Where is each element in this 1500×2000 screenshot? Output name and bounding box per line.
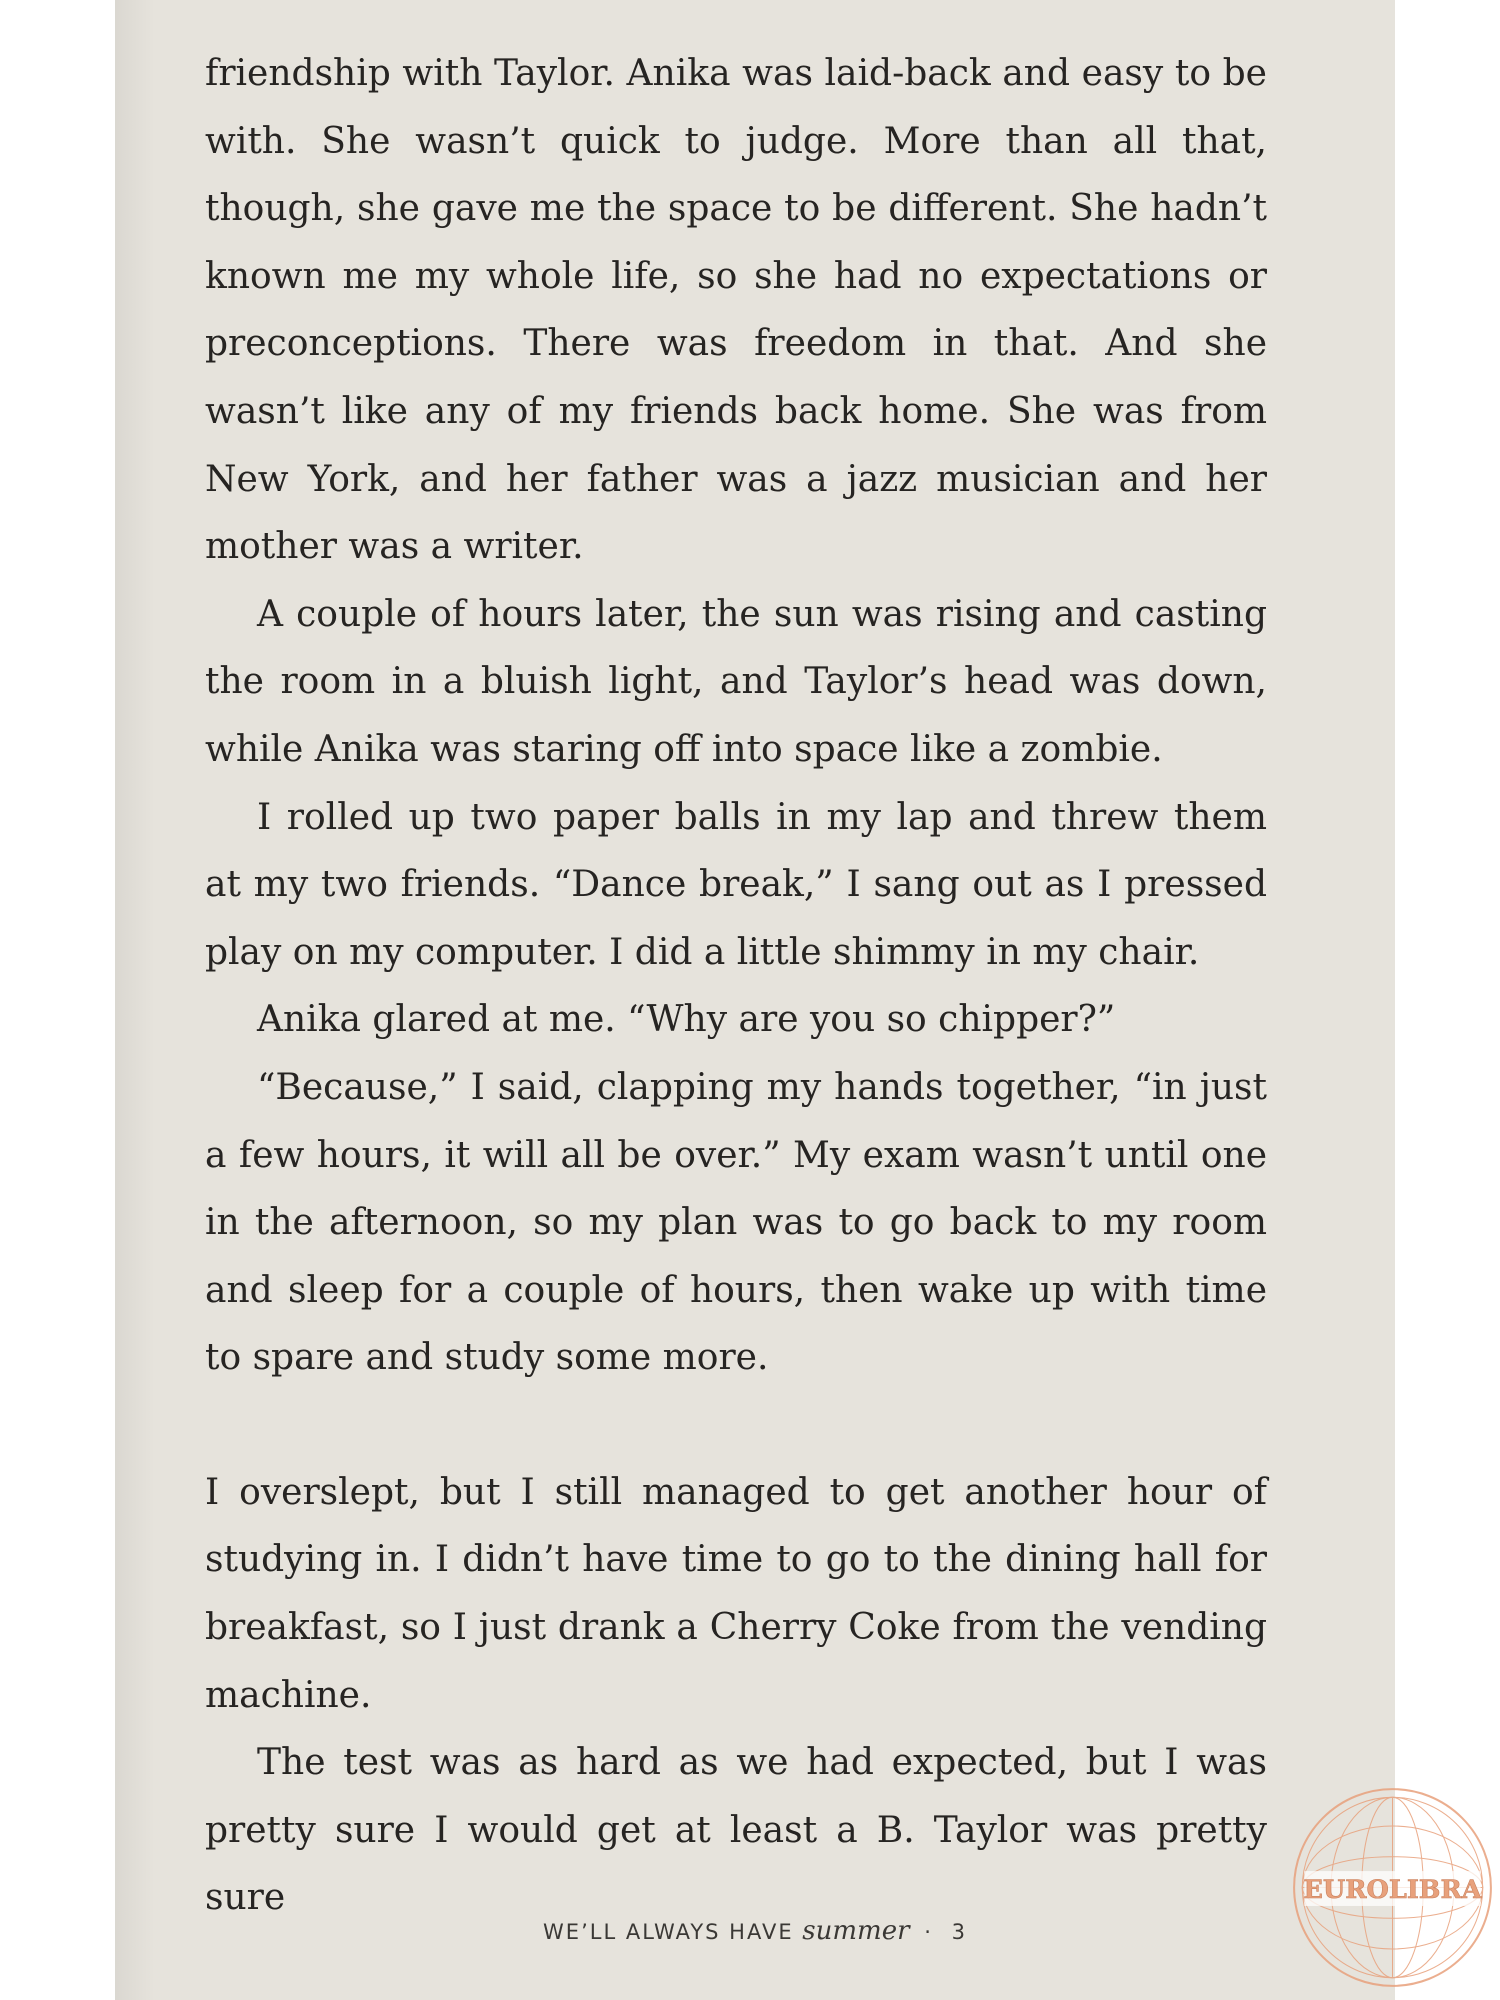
- paragraph-4: Anika glared at me. “Why are you so chipper?”: [257, 999, 1116, 1041]
- paragraph-6: I overslept, but I still managed to get another hour of studying in. I didn’t have time to go to the dining hall for breakfast, so I just drank a Cherry Coke from the vending machine.: [205, 1471, 1267, 1716]
- book-title: WE’LL ALWAYS HAVE: [543, 1920, 794, 1944]
- page-body: [205, 40, 1267, 1932]
- page-number: 3: [951, 1920, 967, 1944]
- book-page: [115, 0, 1395, 2000]
- footer-separator: ·: [924, 1920, 933, 1944]
- paragraph-1: friendship with Taylor. Anika was laid-back and easy to be with. She wasn’t quick to judge. More than all that, though, she gave me the space to be different. She hadn’t known me my whole life, so she had no expectations or preconceptions. There was freedom in that. And she wasn’t like any of my friends back home. She was from New York, and her father was a jazz musician and her mother was a writer.: [205, 53, 1267, 568]
- running-footer: [115, 1916, 1395, 1946]
- eurolibra-watermark-seal: [1290, 1785, 1495, 1990]
- book-title-script: summer: [802, 1916, 910, 1946]
- watermark-text: EUROLIBRA: [1303, 1874, 1482, 1905]
- paragraph-7: The test was as hard as we had expected, but I was pretty sure I would get at least a B. Taylor was pretty sure: [205, 1742, 1267, 1919]
- paragraph-2: A couple of hours later, the sun was rising and casting the room in a bluish light, and Taylor’s head was down, while Anika was staring off into space like a zombie.: [205, 593, 1267, 770]
- paragraph-3: I rolled up two paper balls in my lap and threw them at my two friends. “Dance break,” I sang out as I pressed play on my computer. I did a little shimmy in my chair.: [205, 796, 1267, 973]
- paragraph-5: “Because,” I said, clapping my hands together, “in just a few hours, it will all be over.” My exam wasn’t until one in the afternoon, so my plan was to go back to my room and sleep for a couple of hours, then wake up with time to spare and study some more.: [205, 1066, 1267, 1379]
